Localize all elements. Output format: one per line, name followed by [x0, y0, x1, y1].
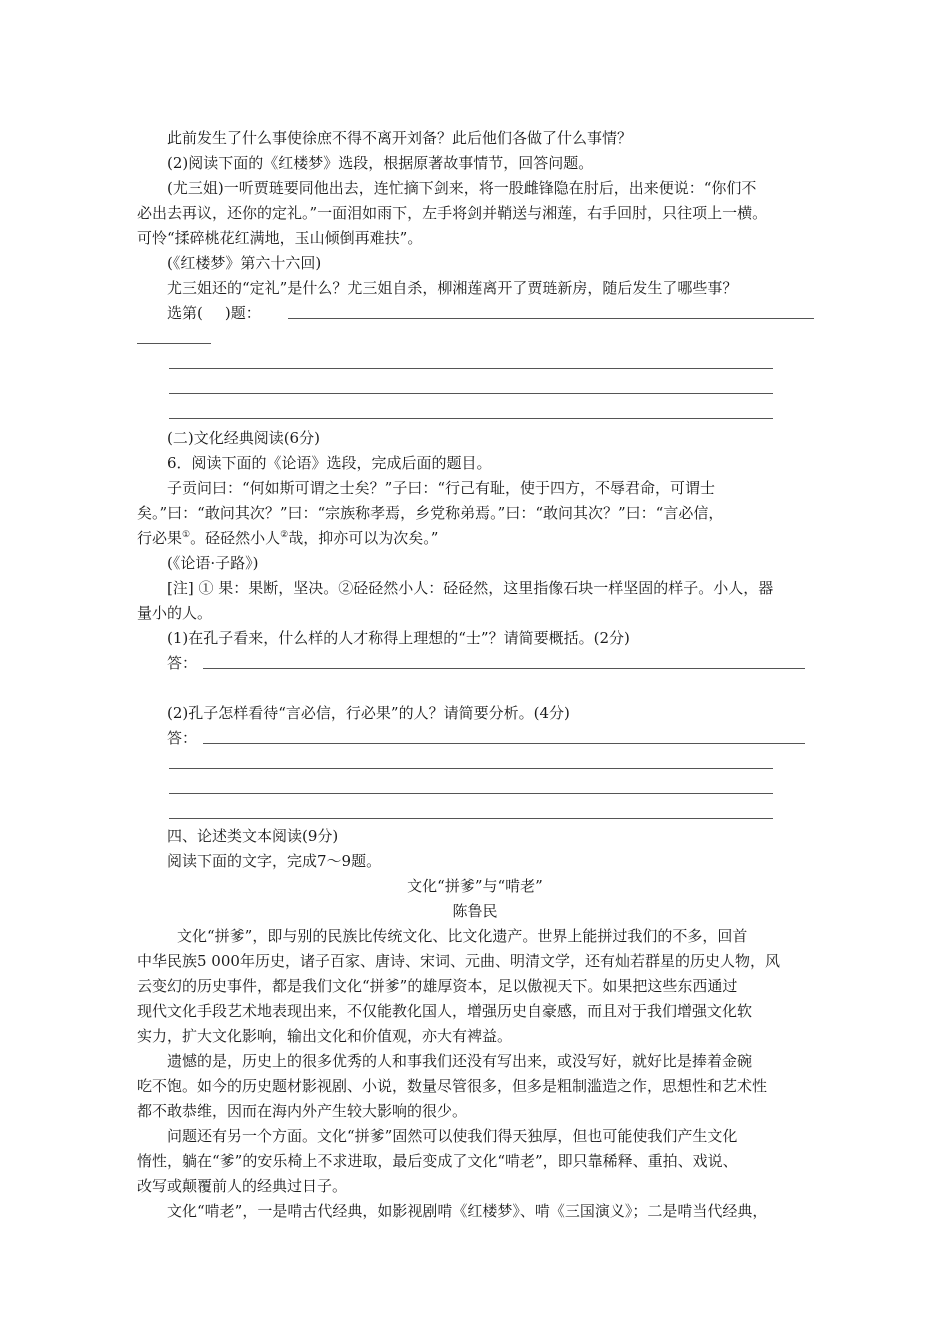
section-heading-four: 四、论述类文本阅读(9分) — [167, 827, 339, 845]
select-suffix: )题： — [224, 304, 261, 322]
answer-line[interactable] — [169, 793, 773, 794]
q6-sub1: (1)在孔子看来，什么样的人才称得上理想的“士”？请简要概括。(2分) — [167, 629, 630, 647]
answer-label: 答： — [167, 654, 198, 672]
hongloumeng-question: 尤三姐还的“定礼”是什么？尤三姐自杀，柳湘莲离开了贾琏新房，随后发生了哪些事？ — [167, 279, 738, 297]
select-prefix: 选第( — [167, 304, 203, 322]
article-paragraph-line: 惰性，躺在“爹”的安乐椅上不求进取，最后变成了文化“啃老”，即只靠稀释、重拍、戏说、 — [137, 1152, 738, 1170]
lunyu-note: 量小的人。 — [137, 604, 213, 622]
q6-intro: 6．阅读下面的《论语》选段，完成后面的题目。 — [167, 454, 492, 472]
select-question-label — [167, 303, 261, 323]
article-paragraph-line: 中华民族5 000年历史，诸子百家、唐诗、宋词、元曲、明清文学，还有灿若群星的历史人物，风 — [137, 952, 780, 970]
footnote-marker: ① — [182, 530, 191, 540]
footnote-marker: ② — [280, 530, 289, 540]
article-paragraph-line: 文化“啃老”，一是啃古代经典，如影视剧啃《红楼梦》、啃《三国演义》；二是啃当代经典， — [167, 1202, 768, 1220]
answer-label: 答： — [167, 729, 198, 747]
lunyu-text: 。硁硁然小人 — [190, 529, 281, 547]
answer-line[interactable] — [169, 818, 773, 819]
article-paragraph-line: 吃不饱。如今的历史题材影视剧、小说，数量尽管很多，但多是粗制滥造之作，思想性和艺术性 — [137, 1077, 768, 1095]
answer-line[interactable] — [288, 318, 814, 319]
lunyu-text: 哉，抑亦可以为次矣。” — [288, 529, 439, 547]
answer-line[interactable] — [203, 668, 805, 669]
article-title: 文化“拼爹”与“啃老” — [407, 877, 543, 895]
answer-line[interactable] — [137, 343, 211, 344]
article-paragraph-line: 现代文化手段艺术地表现出来，不仅能教化国人，增强历史自豪感，而且对于我们增强文化软 — [137, 1002, 753, 1020]
hongloumeng-instruction: (2)阅读下面的《红楼梦》选段，根据原著故事情节，回答问题。 — [167, 154, 594, 172]
q6-sub2: (2)孔子怎样看待“言必信，行必果”的人？请简要分析。(4分) — [167, 704, 570, 722]
article-paragraph-line: 遗憾的是，历史上的很多优秀的人和事我们还没有写出来，或没写好，就好比是捧着金碗 — [167, 1052, 753, 1070]
answer-line[interactable] — [169, 393, 773, 394]
article-paragraph-line: 都不敢恭维，因而在海内外产生较大影响的很少。 — [137, 1102, 468, 1120]
article-paragraph-line: 实力，扩大文化影响，输出文化和价值观，亦大有裨益。 — [137, 1027, 513, 1045]
hongloumeng-passage-line: (尤三姐)一听贾琏要同他出去，连忙摘下剑来，将一股雌锋隐在肘后，出来便说：“你们不 — [167, 179, 757, 197]
article-paragraph-line: 文化“拼爹”，即与别的民族比传统文化、比文化遗产。世界上能拼过我们的不多，回首 — [177, 927, 748, 945]
article-paragraph-line: 云变幻的历史事件，都是我们文化“拼爹”的雄厚资本，足以傲视天下。如果把这些东西通过 — [137, 977, 738, 995]
lunyu-source: (《论语·子路》) — [167, 554, 259, 572]
hongloumeng-source: (《红楼梦》第六十六回) — [167, 254, 322, 272]
xushu-question: 此前发生了什么事使徐庶不得不离开刘备？此后他们各做了什么事情？ — [167, 129, 633, 147]
hongloumeng-passage-line: 必出去再议，还你的定礼。”一面泪如雨下，左手将剑并鞘送与湘莲，右手回肘，只往项上一横。 — [137, 204, 768, 222]
lunyu-passage-line: 子贡问曰：“何如斯可谓之士矣？”子曰：“行己有耻，使于四方，不辱君命，可谓士 — [167, 479, 716, 497]
section-four-intro: 阅读下面的文字，完成7～9题。 — [167, 852, 382, 870]
lunyu-text: 行必果 — [137, 529, 183, 547]
answer-line[interactable] — [169, 768, 773, 769]
answer-line[interactable] — [169, 418, 773, 419]
article-paragraph-line: 改写或颠覆前人的经典过日子。 — [137, 1177, 348, 1195]
article-author: 陈鲁民 — [452, 902, 498, 920]
lunyu-passage-line — [137, 528, 438, 548]
lunyu-note: [注] ① 果：果断，坚决。②硁硁然小人：硁硁然，这里指像石块一样坚固的样子。小人，器 — [167, 579, 774, 597]
hongloumeng-passage-line: 可怜“揉碎桃花红满地，玉山倾倒再难扶”。 — [137, 229, 423, 247]
answer-line[interactable] — [203, 743, 805, 744]
lunyu-passage-line: 矣。”曰：“敢问其次？”曰：“宗族称孝焉，乡党称弟焉。”曰：“敢问其次？”曰：“言必信， — [137, 504, 724, 522]
article-paragraph-line: 问题还有另一个方面。文化“拼爹”固然可以使我们得天独厚，但也可能使我们产生文化 — [167, 1127, 738, 1145]
section-heading-culture: (二)文化经典阅读(6分) — [167, 429, 320, 447]
answer-line[interactable] — [169, 368, 773, 369]
